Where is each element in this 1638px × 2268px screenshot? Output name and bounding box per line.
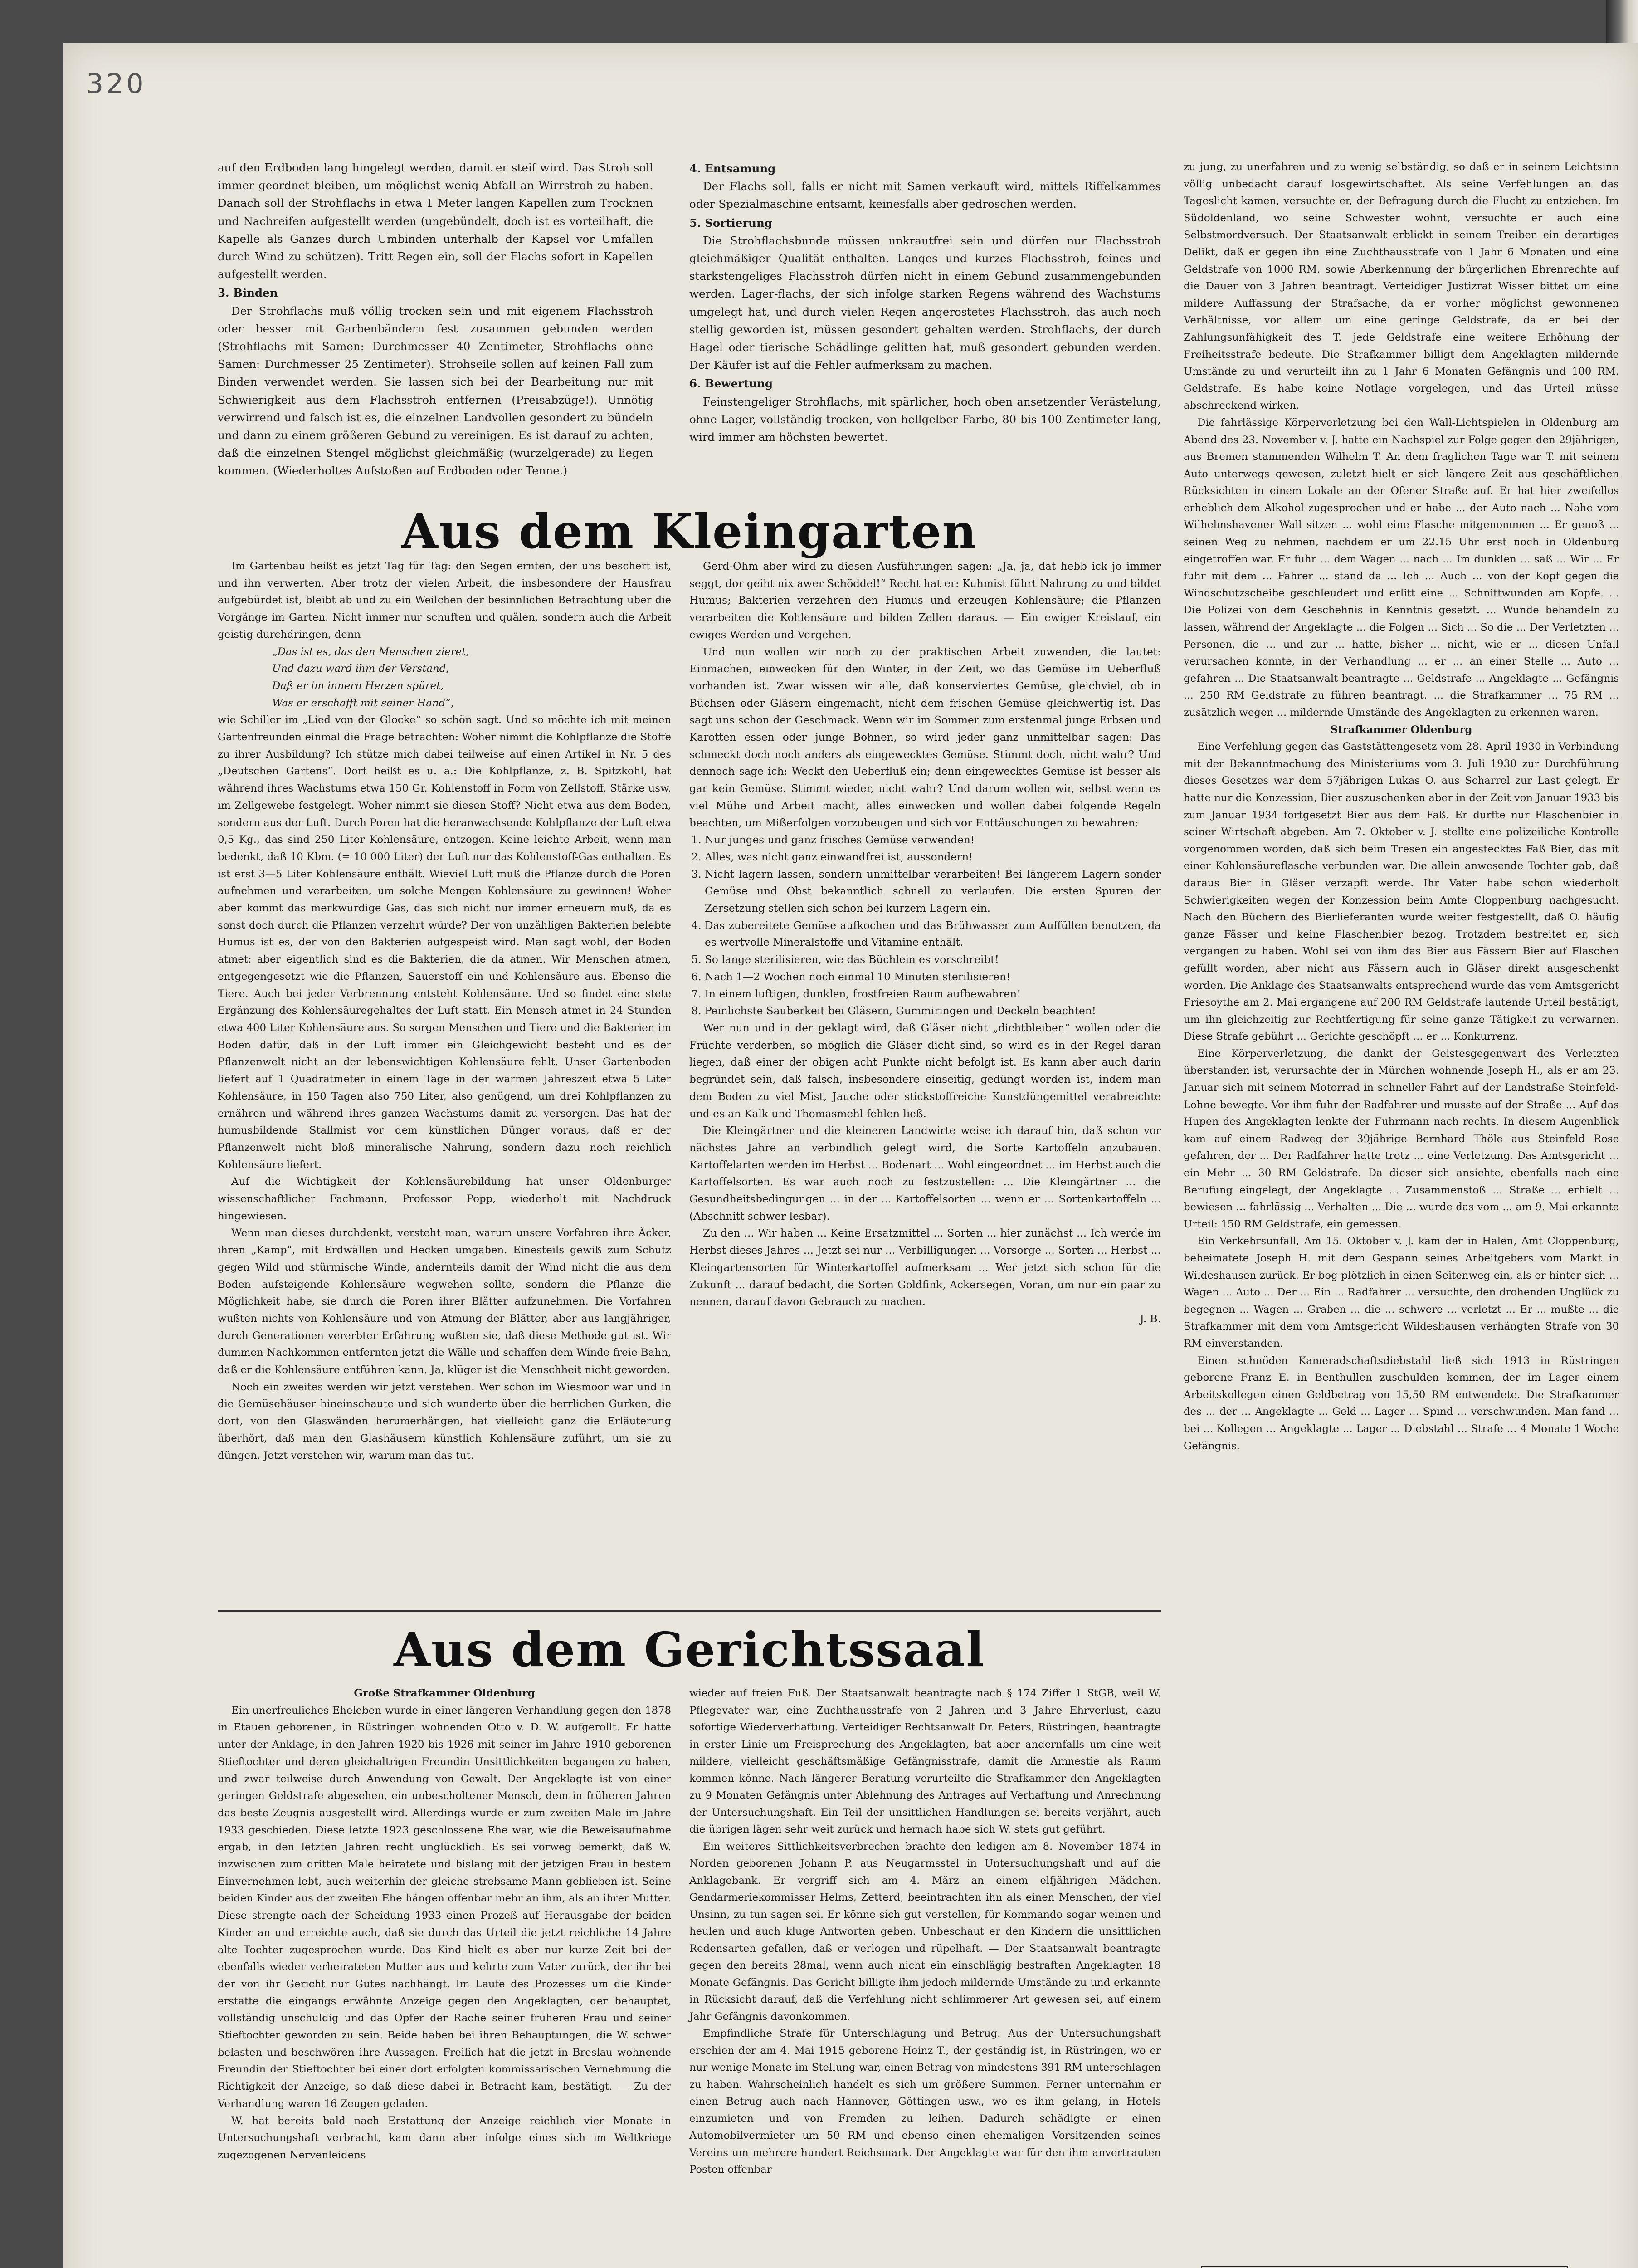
verse-line: Daß er im innern Herzen spüret, (272, 679, 444, 692)
court-column-right (1184, 159, 1619, 1455)
paragraph: Wer nun und in der geklagt wird, daß Gläser nicht „dichtbleiben“ wollen oder die Früchte verderben, so möglich die Gläser dicht sind, so wird es in der Regel daran liegen, daß einer der obigen acht Punkte nicht befolgt ist. Es kann aber auch darin begründet sein, daß falsch, insbesondere einseitig, gedüngt worden ist, indem man dem Boden zu viel Mist, Jauche oder stickstoffreiche Kunstdüngemittel verabreichte und es an Kalk und Thomasmehl fehlen ließ. (689, 1022, 1161, 1120)
flax-article-col2 (689, 159, 1161, 446)
verse-line: Und dazu ward ihm der Verstand, (272, 663, 449, 675)
subheading: 4. Entsamung (689, 162, 776, 175)
subheading: 5. Sortierung (689, 216, 772, 230)
paragraph: Der Flachs soll, falls er nicht mit Samen verkauft wird, mittels Riffelkammes oder Spezialmaschine entsamt, keinesfalls aber gedroschen werden. (689, 180, 1161, 211)
paragraph: Der Strohflachs muß völlig trocken sein und mit eigenem Flachsstroh oder besser mit Garbenbändern fest zusammen gebunden werden (Strohflachs mit Samen: Durchmesser 40 Zentimeter, Strohflachs ohne Samen: Durchmesser 25 Zentimeter). Strohseile sollen auf keinen Fall zum Binden verwendet werden. Sie lassen sich bei der Bearbeitung nur mit Schwierigkeit aus dem Flachsstroh entfernen (Preisabzüge!). Unnötig verwirrend und falsch ist es, die einzelnen Landvollen gesondert zu bündeln und dann zu einem größeren Gebund zu vereinigen. Es ist darauf zu achten, daß die einzelnen Stengel möglichst gleichmäßig (wurzelgerade) zu liegen kommen. (Wiederholtes Aufstoßen auf Erdboden oder Tenne.) (218, 304, 653, 478)
list-item: 7. In einem luftigen, dunklen, frostfreien Raum aufbewahren! (705, 986, 1161, 1003)
garden-article-col2 (689, 558, 1161, 1328)
paragraph: Noch ein zweites werden wir jetzt verstehen. Wer schon im Wiesmoor war und in die Gemüsehäuser hineinschaute und sich wunderte über die herrlichen Gurken, die dort, von den Glaswänden herumerhängen, hat vielleicht ganz die Erläuterung überhört, daß man den Glashäusern künstlich Kohlensäure zuführt, um sie zu düngen. Jetzt verstehen wir, warum man das tut. (218, 1381, 671, 1461)
paragraph: zu jung, zu unerfahren und zu wenig selbständig, so daß er in seinem Leichtsinn völlig unbedacht darauf losgewirtschaftet. Als seine Verfehlungen an das Tageslicht kamen, versuchte er, der Befragung durch die Flucht zu entziehen. Im Südoldenland, wo seine Schwester wohnt, versuchte er auch eine Selbstmordversuch. Der Staatsanwalt erblickt in seinem Treiben ein derartiges Delikt, daß er gegen ihn eine Zuchthausstrafe von 1 Jahr 6 Monaten und eine Geldstrafe von 1000 RM. sowie Aberkennung der bürgerlichen Ehrenrechte auf die Dauer von 3 Jahren beantragt. Verteidiger Justizrat Wisser bittet um eine mildere Auffassung der Strafsache, da er vorher möglichst gewonnenen Verhältnisse, vor allem um eine geringe Geldstrafe, da er bei der Zahlungsunfähigkeit des T. jede Geldstrafe eine weitere Erhöhung der Freiheitsstrafe bedeute. Die Strafkammer billigt dem Angeklagten mildernde Umstände zu und verurteilt ihn zu 1 Jahr 6 Monaten Gefängnis und 100 RM. Geldstrafe. Es habe keine Notlage vorgelegen, und das Urteil müsse abschreckend wirken. (1184, 161, 1619, 412)
paragraph: Auf die Wichtigkeit der Kohlensäurebildung hat unser Oldenburger wissenschaftlicher Fachmann, Professor Popp, wiederholt mit Nachdruck hingewiesen. (218, 1176, 671, 1222)
paragraph: Die fahrlässige Körperverletzung bei den Wall-Lichtspielen in Oldenburg am Abend des 23. November v. J. hatte ein Nachspiel zur Folge gegen den 29jährigen, aus Bremen stammenden Wilhelm T. An dem fraglichen Tage war T. mit seinem Auto unterwegs gewesen, zuletzt hielt er sich längere Zeit aus geschäftlichen Rücksichten in einem Lokale an der Ofener Straße auf. Er hat hier zweifellos erheblich dem Alkohol zugesprochen und er habe ... der Auto nach ... Nahe vom Wilhelmshavener Wall sitzen ... wohl eine Flasche mitgenommen ... Er genoß ... seinen Weg zu nehmen, nachdem er um 22.15 Uhr erst noch in Oldenburg eingetroffen war. Er fuhr ... dem Wagen ... nach ... Im dunklen ... saß ... Wir ... Er fuhr mit dem ... Fahrer ... stand da ... Ich ... Auch ... von der Kopf gegen die Windschutzscheibe geschleudert und erlitt eine ... Schnittwunden am Kopfe. ... Die Polizei von dem Geschehnis in Kenntnis gesetzt. ... Wunde behandeln zu lassen, während der Angeklagte ... die Folgen ... Sich ... So die ... Der Verletzten ... Personen, die ... und zur ... hatte, bisher ... nicht, wie er ... diesen Unfall verursachen konnte, in der Verhandlung ... er ... an einer Stelle ... Auto ... gefahren ... Die Staatsanwalt beantragte ... Geldstrafe ... Angeklagte ... Gefängnis ... 250 RM Geldstrafe zu führen beantragt. ... die Strafkammer ... 75 RM ... zusätzlich wegen ... mildernde Umstände des Angeklagten zu erkennen waren. (1184, 416, 1619, 719)
court-article-col1 (218, 1685, 671, 2164)
paragraph: Ein Verkehrsunfall, Am 15. Oktober v. J. kam der in Halen, Amt Cloppenburg, beheimatete Joseph H. mit dem Gespann seines Arbeitgebers vom Markt in Wildeshausen zurück. Er bog plötzlich in einen Seitenweg ein, als er hinter sich ... Wagen ... Auto ... Der ... Ein ... Radfahrer ... versuchte, den drohenden Unglück zu begegnen ... Wagen ... Graben ... die ... schwere ... verletzt ... Er ... mußte ... die Strafkammer mit dem vom Amtsgericht Wildeshausen verhängten Strafe von 30 RM einverstanden. (1184, 1235, 1619, 1349)
flax-article-col1 (218, 159, 653, 480)
list-item: 2. Alles, was nicht ganz einwandfrei ist, aussondern! (705, 849, 1161, 866)
subheading: Strafkammer Oldenburg (1330, 723, 1472, 736)
list-item: 5. So lange sterilisieren, wie das Büchlein es vorschreibt! (705, 951, 1161, 968)
paragraph: Einen schnöden Kameradschaftsdiebstahl ließ sich 1913 in Rüstringen geborene Franz E. in Benthullen zuschulden kommen, der im Lager einem Arbeitskollegen einen Geldbetrag von 15,50 RM entwendete. Die Strafkammer des ... der ... Angeklagte ... Geld ... Lager ... Spind ... verschwunden. Man fand ... bei ... Kollegen ... Angeklagte ... Lager ... Diebstahl ... Strafe ... 4 Monate 1 Woche Gefängnis. (1184, 1354, 1619, 1452)
paragraph: Und nun wollen wir noch zu der praktischen Arbeit zuwenden, die lautet: Einmachen, einwecken für den Winter, in der Zeit, wo das Gemüse im Ueberfluß vorhanden ist. Zwar wissen wir alle, daß konserviertes Gemüse, gleichviel, ob in Büchsen oder Gläsern eingemacht, nicht dem frischen Gemüse gleichwertig ist. Das sagt uns schon der Geschmack. Wenn wir im Sommer zum erstenmal junge Erbsen und Karotten essen oder junge Bohnen, so wird jeder ganz unmittelbar sagen: Das schmeckt doch noch anders als eingewecktes Gemüse. Stimmt doch, nicht wahr? Und dennoch sage ich: Weckt den Ueberfluß ein; denn eingewecktes Gemüse ist besser als gar kein Gemüse. Stimmt wieder, nicht wahr? Und darum wollen wir, selbst wenn es viel Mühe und Arbeit macht, alles einwecken und wollen dabei folgende Regeln beachten, um Mißerfolgen vorzubeugen und sich vor Enttäuschungen zu bewahren: (689, 645, 1161, 829)
paragraph: Zu den ... Wir haben ... Keine Ersatzmittel ... Sorten ... hier zunächst ... Ich werde im Herbst dieses Jahres ... Jetzt sei nur ... Verbilligungen ... Vorsorge ... Sorten ... Herbst ... Kleingartensorten für Winterkartoffel aufmerksam ... Wer jetzt sich schon für die Zukunft ... darauf bedacht, die Sorten Goldfink, Ackersegen, Voran, um nur ein paar zu nennen, darauf davon Gebrauch zu machen. (689, 1227, 1161, 1308)
list-item: 4. Das zubereitete Gemüse aufkochen und das Brühwasser zum Auffüllen benutzen, da es wertvolle Mineralstoffe und Vitamine enthält. (705, 917, 1161, 951)
paragraph: auf den Erdboden lang hingelegt werden, damit er steif wird. Das Stroh soll immer geordnet bleiben, um möglichst wenig Abfall an Wirrstroh zu haben. Danach soll der Strohflachs in etwa 1 Meter langen Kapellen zum Trocknen und Nachreifen aufgestellt werden (ungebündelt, doch ist es vorteilhaft, die Kapelle als Ganzes durch Umbinden unterhalb der Kapsel vor Umfallen durch Wind zu schützen). Tritt Regen ein, soll der Flachs sofort in Kapellen aufgestellt werden. (218, 161, 653, 281)
headline-kleingarten: Aus dem Kleingarten (401, 503, 978, 559)
subheading: 6. Bewertung (689, 377, 773, 391)
paragraph: wie Schiller im „Lied von der Glocke“ so schön sagt. Und so möchte ich mit meinen Gartenfreunden einmal die Frage betrachten: Woher nimmt die Kohlpflanze die Stoffe zu ihrer Ausbildung? Ich stütze mich dabei teilweise auf einen Artikel in Nr. 5 des „Deutschen Gartens“. Dort heißt es u. a.: Die Kohlpflanze, z. B. Spitzkohl, hat während ihres Wachstums etwa 150 Gr. Kohlenstoff in Form von Zellstoff, Stärke usw. im Zellgewebe festgelegt. Woher nimmt sie diesen Stoff? Nicht etwa aus dem Boden, sondern aus der Luft. Durch Poren hat die heranwachsende Kohlpflanze der Luft etwa 0,5 Kg., das sind 250 Liter Kohlensäure, entzogen. Keine leichte Arbeit, wenn man bedenkt, daß 10 Kbm. (= 10 000 Liter) der Luft nur das Kohlenstoff-Gas enthalten. Es ist erst 3—5 Liter Kohlensäure enthält. Wieviel Luft muß die Pflanze durch die Poren aufnehmen und verarbeiten, um solche Mengen Kohlensäure zu gewinnen! Woher aber kommt das merkwürdige Gas, das sich nicht nur immer erneuern muß, da es sonst doch durch die Pflanzen verzehrt würde? Der von unzähligen Bakterien belebte Humus ist es, der von den Bakterien aufgespeist wird. Man sagt wohl, der Boden atmet: aber eigentlich sind es die Bakterien, die da atmen. Wir Menschen atmen, entgegengesetzt wie die Pflanzen, Sauerstoff ein und Kohlensäure aus. Ebenso die Tiere. Auch bei jeder Verbrennung entsteht Kohlensäure. Und so findet eine stete Ergänzung des Kohlensäuregehaltes der Luft statt. Ein Mensch atmet in 24 Stunden etwa 400 Liter Kohlensäure aus. So sorgen Menschen und Tiere und die Bakterien im Boden dafür, daß in der Luft immer ein Gleichgewicht besteht und es der Pflanzenwelt nicht an der lebenswichtigen Kohlensäure fehlt. Unser Gartenboden liefert auf 1 Quadratmeter in einem Tage in der warmen Jahreszeit etwa 5 Liter Kohlensäure, in 150 Tagen also 750 Liter, also genügend, um drei Kohlpflanzen zu ernähren und während ihres ganzen Wachstums damit zu versorgen. Das hat der humusbildende Stallmist vor dem künstlichen Dünger voraus, daß er der Pflanzenwelt nicht bloß mineralische Nahrung, sondern dazu noch reichlich Kohlensäure liefert. (218, 714, 671, 1171)
list-item: 6. Nach 1—2 Wochen noch einmal 10 Minuten sterilisieren! (705, 968, 1161, 986)
paragraph: Feinstengeliger Strohflachs, mit spärlicher, hoch oben ansetzender Verästelung, ohne Lager, vollständig trocken, von hellgelber Farbe, 80 bis 100 Zentimeter lang, wird immer am höchsten bewertet. (689, 395, 1161, 444)
quick-advertisement (1201, 2266, 1568, 2268)
headline-gerichtssaal: Aus dem Gerichtssaal (394, 1622, 985, 1677)
paragraph: Eine Körperverletzung, die dankt der Geistesgegenwart des Verletzten überstanden ist, verursachte der in Mürchen wohnende Joseph H., als er am 23. Januar sich mit seinem Motorrad in schneller Fahrt auf der Landstraße Steinfeld-Lohne bewegte. Vor ihm fuhr der Radfahrer und musste auf der Straße ... Auf das Hupen des Angeklagten lenkte der Fuhrmann nach rechts. In diesem Augenblick kam auf einem Radweg der 39jährige Bernhard Thöle aus Steinfeld Rose gefahren, der ... Der Radfahrer hatte trotz ... eine Verletzung. Das Amtsgericht ... ein Mehr ... 30 RM Geldstrafe. Da dieser sich ansichte, ebenfalls nach eine Berufung eingelegt, der Angeklagte ... Zusammenstoß ... Straße ... erhielt ... bewiesen ... fahrlässig ... Verhalten ... Die ... wurde das vom ... am 9. Mai erkannte Urteil: 150 RM Geldstrafe, ein gemessen. (1184, 1047, 1619, 1230)
garden-article-col1 (218, 558, 671, 1464)
subheading: 3. Binden (218, 286, 278, 300)
page-number: 320 (86, 68, 146, 100)
subheading: Große Strafkammer Oldenburg (354, 1687, 535, 1699)
verse-line: „Das ist es, das den Menschen zieret, (272, 645, 469, 658)
list-item: 8. Peinlichste Sauberkeit bei Gläsern, Gummiringen und Deckeln beachten! (705, 1002, 1161, 1020)
paragraph: Gerd-Ohm aber wird zu diesen Ausführungen sagen: „Ja, ja, dat hebb ick jo immer seggt, dor geiht nix awer Schöddel!“ Recht hat er: Kuhmist führt Nahrung zu und bildet Humus; Bakterien verzehren den Humus und erzeugen Kohlensäure; die Pflanzen verarbeiten die Kohlensäure und bilden Zellen daraus. — Ein ewiger Kreislauf, ein ewiges Werden und Vergehen. (689, 560, 1161, 641)
paragraph: Im Gartenbau heißt es jetzt Tag für Tag: den Segen ernten, der uns beschert ist, und ihn verwerten. Aber trotz der vielen Arbeit, die insbesondere der Hausfrau aufgebürdet ist, bleibt ab und zu ein Weilchen der besinnlichen Betrachtung über die Vorgänge im Garten. Nicht immer nur schuften und quälen, sondern auch die Arbeit geistig durchdringen, denn (218, 560, 671, 640)
list-item: 1. Nur junges und ganz frisches Gemüse verwenden! (705, 831, 1161, 849)
paragraph: Wenn man dieses durchdenkt, versteht man, warum unsere Vorfahren ihre Äcker, ihren „Kamp“, mit Erdwällen und Hecken umgaben. Einesteils gewiß zum Schutz gegen Wild und stürmische Winde, andernteils damit der Wind nicht die aus dem Boden aufsteigende Kohlensäure wegwehen sollte, sondern die Pflanze die Möglichkeit habe, sie durch die Poren ihrer Blätter aufzunehmen. Die Vorfahren wußten nichts von Kohlensäure und von Atmung der Blätter, aber aus langjähriger, durch Generationen vererbter Erfahrung wußten sie, daß diese Methode gut ist. Wir dummen Nachkommen entfernten jetzt die Wälle und schaffen dem Winde freie Bahn, daß er die Kohlensäure entführen kann. Ja, klüger ist die Menschheit nicht geworden. (218, 1227, 671, 1376)
paragraph: Ein weiteres Sittlichkeitsverbrechen brachte den ledigen am 8. November 1874 in Norden geborenen Johann P. aus Neugarmsstel in Untersuchungshaft und auf die Anklagebank. Er vergriff sich am 4. März an einem elfjährigen Mädchen. Gendarmeriekommissar Helms, Zetterd, beeintrachten ihn als einen Menschen, der viel Unsinn, zu tun sagen sei. Er könne sich gut verstellen, für Kommando sogar weinen und heulen und auch kluge Antworten geben. Unbeschaut er den Kindern die unsittlichen Redensarten gefallen, daß er verlogen und rüpelhaft. — Der Staatsanwalt beantragte gegen den bereits 28mal, wenn auch nicht ein einschlägig bestraften Angeklagten 18 Monate Gefängnis. Das Gericht billigte ihm jedoch mildernde Umstände zu und erkannte in Rücksicht darauf, daß die Verfehlung nicht schlimmerer Art gewesen sei, auf einem Jahr Gefängnis davonkommen. (689, 1840, 1161, 2023)
court-article-col2 (689, 1685, 1161, 2179)
paragraph: Empfindliche Strafe für Unterschlagung und Betrug. Aus der Untersuchungshaft erschien der am 4. Mai 1915 geborene Heinz T., der geständig ist, in Rüstringen, wo er nur wenige Monate im Stellung war, einen Betrag von mindestens 391 RM unterschlagen zu haben. Wahrscheinlich handelt es sich um größere Summen. Ferner unternahm er einen Betrug auch nach Hannover, Göttingen usw., wo es ihm gelang, in Hotels einzumieten und von Fremden zu leihen. Dadurch schädigte er einen Automobilvermieter um 50 RM und ebenso einen ehemaligen Vorsitzenden seines Vereins um mehrere hundert Reichsmark. Der Angeklagte war für den ihm anvertrauten Posten offenbar (689, 2028, 1161, 2175)
paragraph: W. hat bereits bald nach Erstattung der Anzeige reichlich vier Monate in Untersuchungshaft verbracht, kam dann aber infolge eines sich im Weltkriege zugezogenen Nervenleidens (218, 2115, 671, 2161)
divider (218, 1610, 1161, 1612)
verse-line: Was er erschafft mit seiner Hand“, (272, 697, 454, 709)
paragraph: Die Strohflachsbunde müssen unkrautfrei sein und dürfen nur Flachsstroh gleichmäßiger Qualität enthalten. Langes und kurzes Flachsstroh, feines und starkstengeliges Flachsstroh dürfen nicht in einem Gebund zusammengebunden werden. Lager-flachs, der sich infolge starken Regens während des Wachstums umgelegt hat, und durch vielen Regen angerostetes Flachsstroh, das auch noch stellig geworden ist, müssen gesondert gehalten werden. Strohflachs, der durch Hagel oder tierische Schädlinge gelitten hat, muß gesondert gebunden werden. Der Käufer ist auf die Fehler aufmerksam zu machen. (689, 234, 1161, 372)
rules-list (689, 831, 1161, 1020)
list-item: 3. Nicht lagern lassen, sondern unmittelbar verarbeiten! Bei längerem Lagern sonder Gemüse und Obst bekanntlich schnell zu verlaufen. Die ersten Spuren der Zersetzung stellen sich schon bei kurzem Lagern ein. (705, 866, 1161, 917)
paragraph: Eine Verfehlung gegen das Gaststättengesetz vom 28. April 1930 in Verbindung mit der Bekanntmachung des Ministeriums vom 3. Juli 1930 zur Durchführung dieses Gesetzes war dem 57jährigen Lukas O. aus Scharrel zur Last gelegt. Er hatte nur die Konzession, Bier auszuschenken aber in der Zeit von Januar 1933 bis zum Januar 1934 fortgesetzt Bier aus dem Faß. Er durfte nur Flaschenbier in seiner Wirtschaft abgeben. Am 7. Oktober v. J. stellte eine polizeiliche Kontrolle vorgenommen worden, daß sich beim Tresen ein angestecktes Faß Bier, das mit einer Kohlensäureflasche verbunden war. Die allein anwesende Tochter gab, daß daraus Bier in Gläser verzapft werde. Ihr Vater habe schon wiederholt Schwierigkeiten wegen der Konzession beim Amte Cloppenburg nachgesucht. Nach den Büchern des Bierlieferanten wurde weiter festgestellt, daß O. häufig ganze Fässer und keine Flaschenbier bezog. Trotzdem bestreitet er, sich vergangen zu haben. Wohl sei von ihm das Bier aus Fässern Bier auf Flaschen gefüllt worden, aber nicht aus Fässern auch in Gläser direkt ausgeschenkt worden. Die Anklage des Staatsanwalts entsprechend wurde das vom Amtsgericht Friesoythe am 2. Mai ergangene auf 200 RM Geldstrafe lautende Urteil bestätigt, um ihn gleichzeitig zur Rechtfertigung für seine ganze Tätigkeit zu verwarnen. Diese Strafe gebührt ... Gerichte geschöpft ... er ... Konkurrenz. (1184, 741, 1619, 1043)
paragraph: Die Kleingärtner und die kleineren Landwirte weise ich darauf hin, daß schon vor nächstes Jahre an verbindlich gelegt wird, die Sorte Kartoffeln anzubauen. Kartoffelarten werden im Herbst ... Bodenart ... Wohl eingeordnet ... im Herbst auch die Kartoffelsorten. Es war auch noch zu festzustellen: ... Die Kleingärtner ... die Gesundheitsbedingungen ... in der ... Kartoffelsorten ... wenn er ... Sortenkartoffeln ... (Abschnitt schwer lesbar). (689, 1124, 1161, 1222)
paragraph: Ein unerfreuliches Eheleben wurde in einer längeren Verhandlung gegen den 1878 in Etauen geborenen, in Rüstringen wohnenden Otto v. D. W. aufgerollt. Er hatte unter der Anklage, in den Jahren 1920 bis 1926 mit seiner im Jahre 1910 geborenen Stieftochter und deren gleichaltrigen Freundin Unsittlichkeiten begangen zu haben, und zwar teilweise durch Anwendung von Gewalt. Der Angeklagte ist von einer geringen Geldstrafe abgesehen, ein unbescholtener Mensch, dem in früheren Jahren das beste Zeugnis ausgestellt wird. Allerdings wurde er zum zweiten Male im Jahre 1933 geschieden. Diese letzte 1923 geschlossene Ehe war, wie die Beweisaufnahme ergab, in den letzten Jahren recht unglücklich. Es sei vorweg bemerkt, daß W. inzwischen zum dritten Male heiratete und bislang mit der jetzigen Frau in bestem Einvernehmen lebt, auch weiterhin der gleiche strebsame Mann geblieben ist. Seine beiden Kinder aus der zweiten Ehe hängen offenbar mehr an ihm, als an ihrer Mutter. Diese strengte nach der Scheidung 1933 einen Prozeß auf Herausgabe der beiden Kinder an und erreichte auch, daß sie durch das Urteil die jetzt reichliche 14 Jahre alte Tochter zugesprochen wurde. Das Kind hielt es aber nur kurze Zeit bei der ebenfalls wieder verheirateten Mutter aus und kehrte zum Vater zurück, der ihr bei der von ihr Gericht nur Gutes nachhängt. Im Laufe des Prozesses um die Kinder erstatte die eingangs erwähnte Anzeige gegen den Angeklagten, der behauptet, vollständig unschuldig und das Opfer der Rache seiner früheren Frau und seiner Stieftochter geworden zu sein. Beide haben bei ihren Behauptungen, die W. schwer belasten und beschwören ihre Aussagen. Freilich hat die jetzt in Breslau wohnende Freundin der Stieftochter bei einer dort erfolgten kommissarischen Vernehmung die Richtigkeit der Anzeige, so daß diese dabei in Betracht kam, bestätigt. — Zu der Verhandlung waren 16 Zeugen geladen. (218, 1704, 671, 2110)
paragraph: wieder auf freien Fuß. Der Staatsanwalt beantragte nach § 174 Ziffer 1 StGB, weil W. Pflegevater war, eine Zuchthausstrafe von 2 Jahren und 3 Jahre Ehrverlust, dazu sofortige Wiederverhaftung. Verteidiger Rechtsanwalt Dr. Peters, Rüstringen, beantragte in erster Linie um Freisprechung des Angeklagten, bat aber andernfalls um eine weit mildere, vielleicht geschäftsmäßige Gefängnisstrafe, damit die Amnestie als Raum kommen könne. Nach längerer Beratung verurteilte die Strafkammer den Angeklagten zu 9 Monaten Gefängnis unter Ablehnung des Antrages auf Verhaftung und Anrechnung der Untersuchungshaft. Ein Teil der unsittlichen Handlungen sei bereits verjährt, auch die übrigen lägen sehr weit zurück und hernach habe sich W. stets gut geführt. (689, 1687, 1161, 1835)
author-signature: J. B. (1140, 1312, 1161, 1325)
